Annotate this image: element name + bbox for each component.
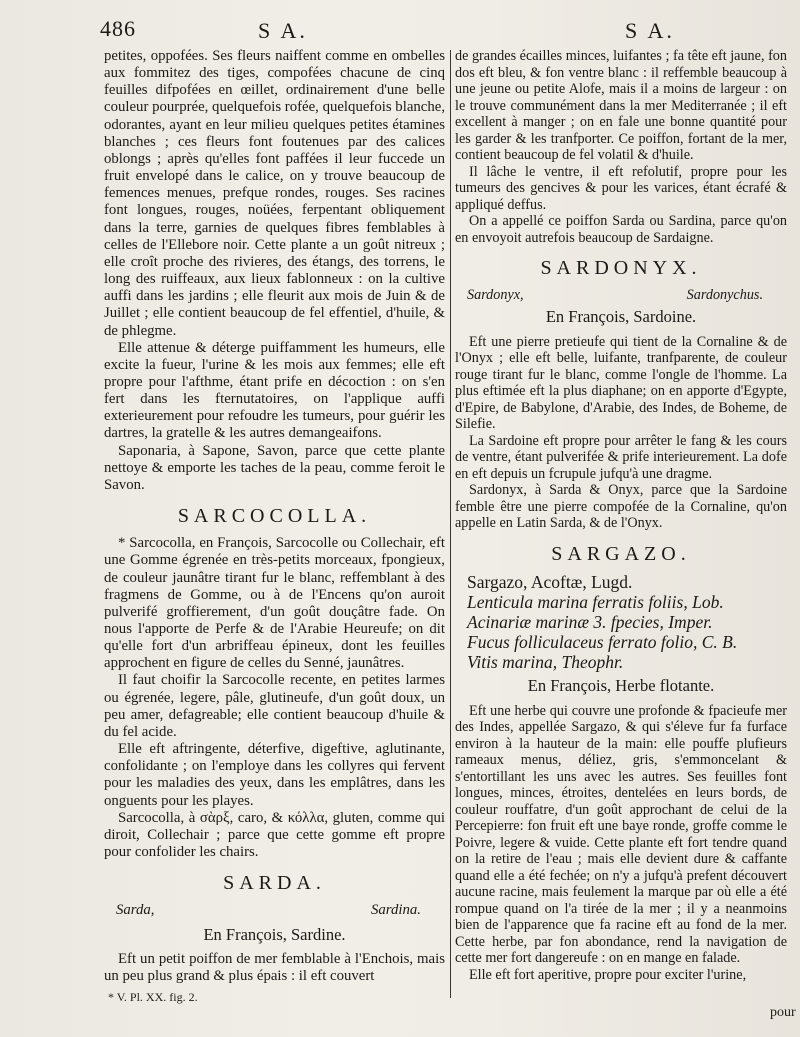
sarda-description: Eft un petit poiffon de mer femblable à l'Enchois, mais un peu plus grand & plus épais : il eft couvert: [104, 950, 445, 984]
sarcocolla-virtues: Elle eft aftringente, déterfive, digeftive, aglutinante, confolidante ; on l'employe dans les collyres qui fervent pour les maladies des yeux, dans les emplâtres, dans les onguents pour les playes.: [104, 741, 445, 809]
sarcocolla-choice: Il faut choifir la Sarcocolle recente, en petites larmes ou égrenée, legere, pâle, glutineufe, d'un goût doux, un peu amer, defagreable; elle contient beaucoup d'huile & du fel acide.: [104, 672, 445, 740]
running-head-right: S A.: [625, 18, 675, 43]
sargazo-heading: SARGAZO.: [551, 542, 691, 565]
sardonyx-french-name: En François, Sardoine.: [545, 307, 697, 326]
sargazo-synonym: Lenticula marina ferratis foliis, Lob.: [467, 592, 724, 612]
sargazo-synonym: Vitis marina, Theophr.: [467, 652, 624, 672]
sarda-synonym-alt: Sardina.: [370, 902, 421, 919]
sargazo-description: Eft une herbe qui couvre une profonde & fpacieufe mer des Indes, appellée Sargazo, & qui s'éleve fur fa furface environ à la hauteur de la main: elle pouffe plufieurs rameaux menus, déliez, gris, s'emmoncelant & s'entortillant les uns avec les autres. Ses feuilles font longues, minces, étroites, dentelées en leurs bords, de couleur rouffatre, d'un goût approchant de celui de la Percepierre: fon fruit eft une baye ronde, groffe comme le Poivre, legere & vuide. Cette plante eft fort tendre quand on la retire de l'eau ; mais elle devient dure & caffante quand elle a été fechée; on n'y a jufqu'à prefent découvert aucune racine, mais feulement la marque par où elle a été rompue quand on l'a tirée de la mer ; il y a neanmoins bien de l'apparence que fa racine eft au fond de la mer. Cette herbe, par fon abondance, rend la navigation de cette mer fort dangereufe : on en mange en falade.: [455, 702, 787, 966]
sargazo-french-name: En François, Herbe flotante.: [527, 676, 715, 695]
sarda-french-name: En François, Sardine.: [203, 924, 346, 944]
sarda-description-cont: de grandes écailles minces, luifantes ; fa tête eft jaune, fon dos eft bleu, & fon ventre blanc : il reffemble beaucoup à une jeune ou petite Alofe, mais il a moins de largeur : on le trouve communément dans la mer Mediterranée ; il eft excellent à manger ; on en fale une bonne quantité pour les garder & les tranfporter. Ce poiffon, fortant de la mer, contient beaucoup de fel volatil & d'huile.: [455, 48, 787, 163]
saponaria-etymology: Saponaria, à Sapone, Savon, parce que cette plante nettoye & emporte les taches de la peau, comme feroit le Savon.: [104, 442, 445, 493]
saponaria-virtues: Elle attenue & déterge puiffamment les humeurs, elle excite la fueur, l'urine & les mois aux femmes; elle eft propre pour l'afthme, étant prife en décoction : on s'en fert dans les fternutatoires, on l'applique auffi exterieurement pour refoudre les tumeurs, pour guérir les dartres, la gratelle & les autres demangeaifons.: [104, 339, 445, 442]
running-head-left: S A.: [258, 18, 308, 43]
footnote-plate-reference: * V. Pl. XX. fig. 2.: [108, 990, 198, 1004]
sardonyx-synonym-alt: Sardonychus.: [686, 286, 763, 303]
sardonyx-virtues: La Sardoine eft propre pour arrêter le fang & les cours de ventre, étant pulverifée & prife interieurement. La dofe en eft depuis un fcrupule jufqu'à une dragme.: [455, 432, 787, 482]
sardonyx-etymology: Sardonyx, à Sarda & Onyx, parce que la Sardoine femble être une pierre compofée de la Cornaline, qu'on appelle en Latin Sarda, & de l'Onyx.: [455, 482, 787, 531]
catchword: pour: [770, 1005, 796, 1020]
sarda-synonym-latin: Sarda,: [116, 902, 155, 919]
sargazo-synonym: Acinariæ marinæ 3. fpecies, Imper.: [467, 612, 713, 632]
sarcocolla-heading: SARCOCOLLA.: [177, 505, 372, 528]
sargazo-synonym-list: [455, 572, 787, 672]
saponaria-description: petites, oppofées. Ses fleurs naiffent comme en ombelles aux fommitez des tiges, compofées chacune de cinq feuilles difpofées en œillet, ordinairement d'une belle couleur pourprée, quelquefois rofée, quelquefois blanche, odorantes, ayant en leur milieu quelques petites étamines blanches ; ces fleurs font foutenues par des calices oblongs ; après qu'elles font paffées il leur fuccede un fruit envelopé dans le calice, on y trouve beaucoup de femences menues, prefque rondes, rouges. Ses racines font longues, rouges, noüées, ferpentant obliquement dans la terre, garnies de quelques fibres femblables à celles de l'Ellebore noir. Cette plante a un goût nitreux ; elle croît proche des rivieres, des étangs, des torrens, le long des ruiffeaux, aux lieux fablonneux : on la cultive auffi dans les jardins ; elle fleurit aux mois de Juin & de Juillet ; elle contient beaucoup de fel effentiel, d'huile, & de phlegme.: [104, 48, 446, 339]
sarda-synonyms: [104, 902, 445, 919]
sarda-etymology: On a appellé ce poiffon Sarda ou Sardina, parce qu'on en envoyoit autrefois beaucoup de Sardaigne.: [455, 213, 787, 246]
sarcocolla-etymology: Sarcocolla, à σὰρξ, caro, & κόλλα, gluten, comme qui diroit, Collechair ; parce que cette gomme eft propre pour confolider les chairs.: [104, 809, 445, 861]
sardonyx-description: Eft une pierre pretieufe qui tient de la Cornaline & de l'Onyx ; elle eft belle, luifante, tranfparente, de couleur rouge tirant fur le blanc, comme l'ongle de l'homme. La plus eftimée eft la plus diaphane; on en apporte d'Egypte, d'Epire, de Babylone, d'Arabie, des Indes, de Boheme, de Silefie.: [455, 333, 787, 432]
right-column: [455, 48, 787, 983]
sargazo-synonym: Fucus folliculaceus ferrato folio, C. B.: [467, 632, 738, 652]
sarcocolla-description: * Sarcocolla, en François, Sarcocolle ou Collechair, eft une Gomme égrenée en très-petits morceaux, fpongieux, de couleur jaunâtre tirant fur le blanc, reffemblant à des fragmens de Gomme, ou à de l'Encens qu'on auroit pulverifé groffierement, d'un goût douçâtre fade. On nous l'apporte de Perfe & de l'Arabie Heureufe; on dit qu'elle fort d'un arbriffeau épineux, dont les feuilles approchent en figure de celles du Senné, jaunâtres.: [104, 535, 445, 672]
sargazo-synonym: Sargazo, Acoftæ, Lugd.: [467, 572, 633, 592]
sarda-heading: SARDA.: [223, 872, 326, 895]
sardonyx-synonym-latin: Sardonyx,: [467, 286, 524, 303]
page-number: 486: [100, 16, 136, 41]
column-divider: [450, 50, 451, 998]
sarda-virtues: Il lâche le ventre, il eft refolutif, propre pour les tumeurs des gencives & pour les varices, étant écrafé & appliqué deffus.: [455, 163, 787, 213]
sargazo-virtues: Elle eft fort aperitive, propre pour exciter l'urine,: [469, 966, 747, 983]
left-column: [104, 48, 445, 985]
sardonyx-heading: SARDONYX.: [540, 257, 702, 279]
sardonyx-synonyms: [455, 287, 787, 304]
